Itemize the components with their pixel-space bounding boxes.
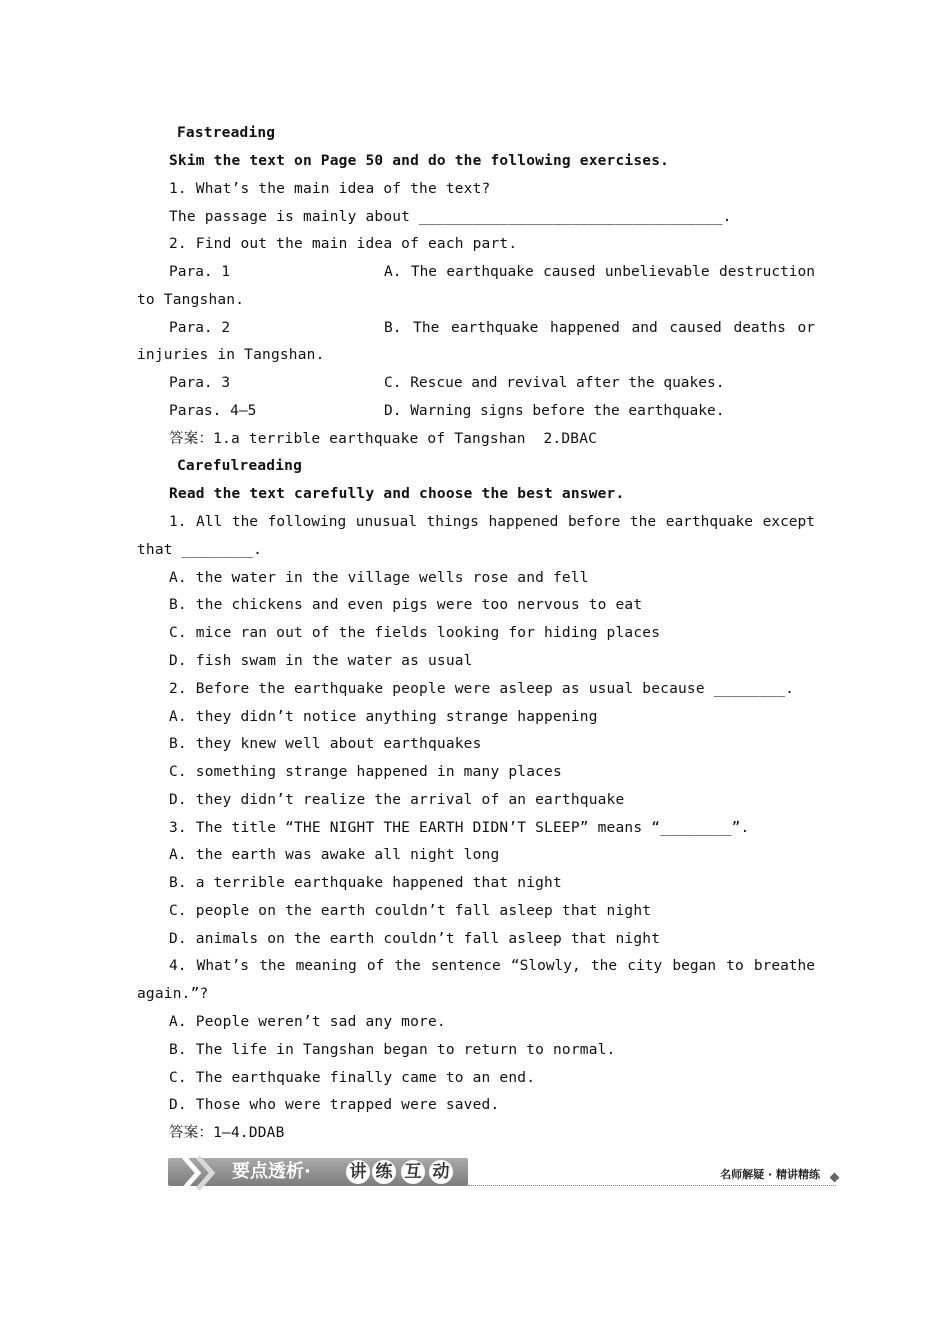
q4-option-c: C. The earthquake finally came to an end.	[169, 1070, 536, 1086]
careful-question-4: 4. What’s the meaning of the sentence “Slowly, the city began to breathe	[169, 958, 815, 974]
chevron-right-icon	[180, 1155, 220, 1191]
careful-question-2: 2. Before the earthquake people were asleep as usual because ________.	[169, 681, 795, 697]
match-right-4: D. Warning signs before the earthquake.	[384, 403, 725, 419]
q4-option-d: D. Those who were trapped were saved.	[169, 1097, 500, 1113]
fast-reading-instruction: Skim the text on Page 50 and do the following exercises.	[169, 153, 670, 169]
banner-subtitle: 名师解疑 · 精讲精练	[720, 1168, 820, 1181]
careful-question-3: 3. The title “THE NIGHT THE EARTH DIDN’T SLEEP” means “________”.	[169, 820, 750, 836]
match-right-1-cont: to Tangshan.	[137, 292, 245, 308]
q3-option-d: D. animals on the earth couldn’t fall asleep that night	[169, 931, 661, 947]
banner-pill-4: 动	[429, 1160, 453, 1184]
q1-option-d: D. fish swam in the water as usual	[169, 653, 473, 669]
banner-pill-3: 互	[401, 1160, 425, 1184]
fast-answer: 答案：1.a terrible earthquake of Tangshan 2.DBAC	[169, 431, 598, 447]
match-left-2: Para. 2	[169, 320, 231, 336]
fast-question-2: 2. Find out the main idea of each part.	[169, 236, 518, 252]
banner-title-dot: ·	[304, 1161, 311, 1182]
match-right-1: A. The earthquake caused unbelievable destruction	[384, 264, 815, 280]
q3-option-c: C. people on the earth couldn’t fall asleep that night	[169, 903, 652, 919]
q3-option-b: B. a terrible earthquake happened that night	[169, 875, 562, 891]
q2-option-c: C. something strange happened in many places	[169, 764, 562, 780]
careful-reading-instruction: Read the text carefully and choose the best answer.	[169, 486, 625, 502]
q1-option-b: B. the chickens and even pigs were too nervous to eat	[169, 597, 643, 613]
match-left-3: Para. 3	[169, 375, 231, 391]
q1-option-c: C. mice ran out of the fields looking for hiding places	[169, 625, 661, 641]
careful-question-1-cont: that ________.	[137, 542, 263, 558]
q4-option-a: A. People weren’t sad any more.	[169, 1014, 446, 1030]
careful-answer: 答案：1—4.DDAB	[169, 1125, 285, 1141]
careful-question-1: 1. All the following unusual things happened before the earthquake except	[169, 514, 815, 530]
q2-option-a: A. they didn’t notice anything strange happening	[169, 709, 598, 725]
banner-title-main: 要点透析	[232, 1161, 304, 1182]
q2-option-d: D. they didn’t realize the arrival of an earthquake	[169, 792, 625, 808]
banner-dotted-rule	[468, 1185, 836, 1186]
section-banner	[168, 1155, 840, 1191]
fast-question-1-blank: The passage is mainly about __________________________________.	[169, 209, 732, 225]
careful-reading-heading: Carefulreading	[177, 458, 303, 474]
q1-option-a: A. the water in the village wells rose and fell	[169, 570, 589, 586]
banner-pill-2: 练	[372, 1160, 396, 1184]
banner-pill-1: 讲	[346, 1160, 370, 1184]
banner-title	[232, 1159, 311, 1185]
careful-question-4-cont: again.”?	[137, 986, 209, 1002]
fast-question-1: 1. What’s the main idea of the text?	[169, 181, 491, 197]
q3-option-a: A. the earth was awake all night long	[169, 847, 500, 863]
q2-option-b: B. they knew well about earthquakes	[169, 736, 482, 752]
match-right-2: B. The earthquake happened and caused deaths or	[384, 320, 815, 336]
match-left-4: Paras. 4—5	[169, 403, 257, 419]
fast-reading-heading: Fastreading	[177, 125, 276, 141]
diamond-icon	[830, 1173, 840, 1183]
match-left-1: Para. 1	[169, 264, 231, 280]
q4-option-b: B. The life in Tangshan began to return to normal.	[169, 1042, 616, 1058]
match-right-3: C. Rescue and revival after the quakes.	[384, 375, 725, 391]
match-right-2-cont: injuries in Tangshan.	[137, 347, 325, 363]
